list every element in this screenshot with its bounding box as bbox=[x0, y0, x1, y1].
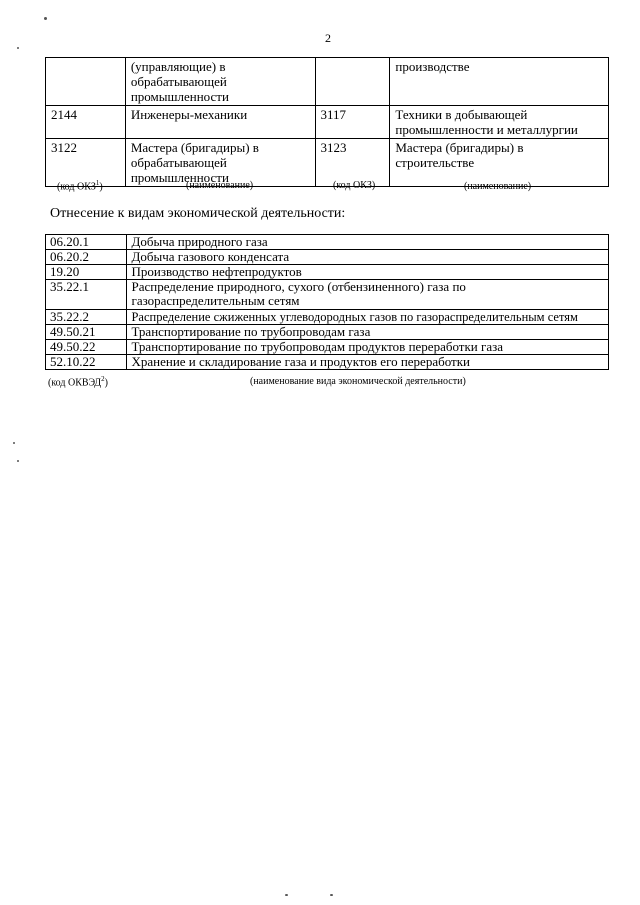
okved-code-cell: 49.50.21 bbox=[46, 325, 127, 340]
table-row bbox=[46, 106, 609, 139]
table-row bbox=[46, 139, 609, 187]
table-row bbox=[46, 280, 609, 310]
okved-table bbox=[45, 234, 609, 370]
okz-name-caption: (наименование) bbox=[464, 181, 532, 192]
caption-text: ) bbox=[99, 181, 103, 193]
table-row bbox=[46, 325, 609, 340]
okz-name-cell: Техники в добывающей промышленности и металлургии bbox=[390, 106, 609, 139]
okz-table bbox=[45, 57, 609, 187]
okved-name-caption: (наименование вида экономической деятельности) bbox=[250, 376, 466, 387]
okz-name-cell: производстве bbox=[390, 58, 609, 106]
okved-code-cell: 35.22.2 bbox=[46, 310, 127, 325]
okved-code-cell: 06.20.1 bbox=[46, 235, 127, 250]
scan-speck bbox=[17, 460, 19, 462]
footnote-marker: 2 bbox=[101, 375, 105, 383]
okz-code-caption: (код ОКЗ) bbox=[333, 180, 376, 191]
table-row bbox=[46, 58, 609, 106]
okved-code-cell: 49.50.22 bbox=[46, 340, 127, 355]
table-row bbox=[46, 340, 609, 355]
footnote-marker: 1 bbox=[95, 179, 100, 187]
okz-code-cell: 3122 bbox=[46, 139, 126, 187]
okz-name-cell: Инженеры-механики bbox=[125, 106, 315, 139]
caption-text: (код ОКЗ bbox=[57, 181, 96, 193]
okz-code-caption bbox=[57, 179, 103, 192]
okz-name-cell: (управляющие) в обрабатывающей промышленности bbox=[125, 58, 315, 106]
caption-text: ) bbox=[104, 377, 108, 389]
caption-text: (код ОКВЭД bbox=[48, 377, 102, 389]
table-row bbox=[46, 250, 609, 265]
okz-code-cell: 3123 bbox=[315, 139, 390, 187]
okved-name-cell: Добыча природного газа bbox=[127, 235, 609, 250]
okz-code-cell: 3117 bbox=[315, 106, 390, 139]
okved-code-cell: 52.10.22 bbox=[46, 355, 127, 370]
okz-code-cell bbox=[315, 58, 390, 106]
table-row bbox=[46, 310, 609, 325]
okved-code-cell: 19.20 bbox=[46, 265, 127, 280]
okved-name-cell: Транспортирование по трубопроводам продуктов переработки газа bbox=[127, 340, 609, 355]
okved-code-caption bbox=[48, 375, 108, 388]
table-row bbox=[46, 355, 609, 370]
okved-code-cell: 35.22.1 bbox=[46, 280, 127, 310]
okved-name-cell: Транспортирование по трубопроводам газа bbox=[127, 325, 609, 340]
okved-code-cell: 06.20.2 bbox=[46, 250, 127, 265]
okz-code-cell: 2144 bbox=[46, 106, 126, 139]
okved-name-cell: Распределение природного, сухого (отбензиненного) газа по газораспределительным сетям bbox=[127, 280, 609, 310]
section-heading: Отнесение к видам экономической деятельности: bbox=[50, 206, 346, 221]
scan-speck bbox=[330, 894, 333, 896]
okz-name-cell: Мастера (бригадиры) в обрабатывающей промышленности bbox=[125, 139, 315, 187]
table-row bbox=[46, 265, 609, 280]
table-row bbox=[46, 235, 609, 250]
okz-name-cell: Мастера (бригадиры) в строительстве bbox=[390, 139, 609, 187]
scan-speck bbox=[285, 894, 288, 896]
page-number: 2 bbox=[325, 31, 331, 45]
okved-name-cell: Распределение сжиженных углеводородных газов по газораспределительным сетям bbox=[127, 310, 609, 325]
okz-name-caption: (наименование) bbox=[186, 180, 254, 191]
okved-name-cell: Производство нефтепродуктов bbox=[127, 265, 609, 280]
okz-code-cell bbox=[46, 58, 126, 106]
scan-speck bbox=[44, 17, 47, 20]
scan-speck bbox=[17, 47, 19, 49]
okved-name-cell: Добыча газового конденсата bbox=[127, 250, 609, 265]
scan-speck bbox=[13, 442, 15, 444]
okved-name-cell: Хранение и складирование газа и продуктов его переработки bbox=[127, 355, 609, 370]
